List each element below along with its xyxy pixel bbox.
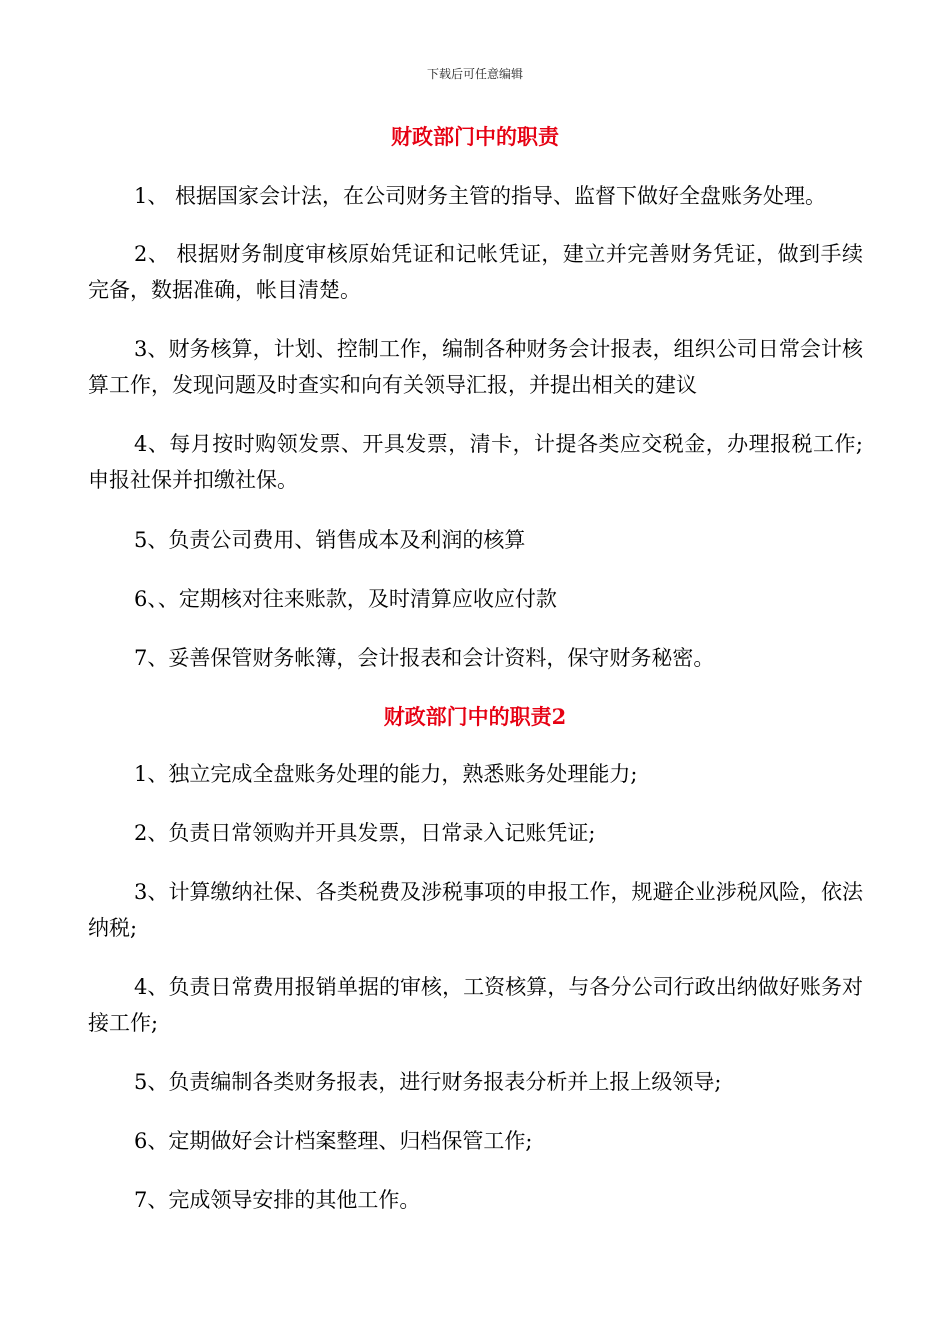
section-1-title: 财政部门中的职责: [391, 124, 559, 149]
section-2-item-7: 7、完成领导安排的其他工作。: [134, 1188, 421, 1212]
section-1-item-1: 1、 根据国家会计法，在公司财务主管的指导、监督下做好全盘账务处理。: [134, 184, 827, 208]
section-2-item-1: 1、独立完成全盘账务处理的能力，熟悉账务处理能力;: [134, 762, 638, 786]
section-2-title: 财政部门中的职责2: [383, 704, 567, 729]
header-note: 下载后可任意编辑: [426, 67, 523, 81]
section-2-item-4: 4、负责日常费用报销单据的审核，工资核算，与各分公司行政出纳做好账务对接工作;: [88, 975, 863, 1035]
section-1-item-2: 2、 根据财务制度审核原始凭证和记帐凭证，建立并完善财务凭证，做到手续完备，数据准确，帐目清楚。: [88, 242, 863, 302]
section-2-item-2: 2、负责日常领购并开具发票，日常录入记账凭证;: [134, 821, 596, 845]
section-2-item-6: 6、定期做好会计档案整理、归档保管工作;: [134, 1129, 533, 1153]
section-1-item-7: 7、妥善保管财务帐簿，会计报表和会计资料，保守财务秘密。: [134, 646, 715, 670]
section-1-item-6: 6、、定期核对往来账款，及时清算应收应付款: [134, 587, 557, 611]
section-1-item-5: 5、负责公司费用、销售成本及利润的核算: [134, 528, 526, 552]
section-1-item-3: 3、财务核算，计划、控制工作，编制各种财务会计报表，组织公司日常会计核算工作，发现问题及时查实和向有关领导汇报，并提出相关的建议: [88, 337, 863, 397]
section-2-item-5: 5、负责编制各类财务报表，进行财务报表分析并上报上级领导;: [134, 1070, 722, 1094]
section-2-item-3: 3、计算缴纳社保、各类税费及涉税事项的申报工作，规避企业涉税风险，依法纳税;: [88, 880, 863, 940]
section-1-item-4: 4、每月按时购领发票、开具发票，清卡，计提各类应交税金，办理报税工作;申报社保并扣缴社保。: [88, 432, 863, 492]
